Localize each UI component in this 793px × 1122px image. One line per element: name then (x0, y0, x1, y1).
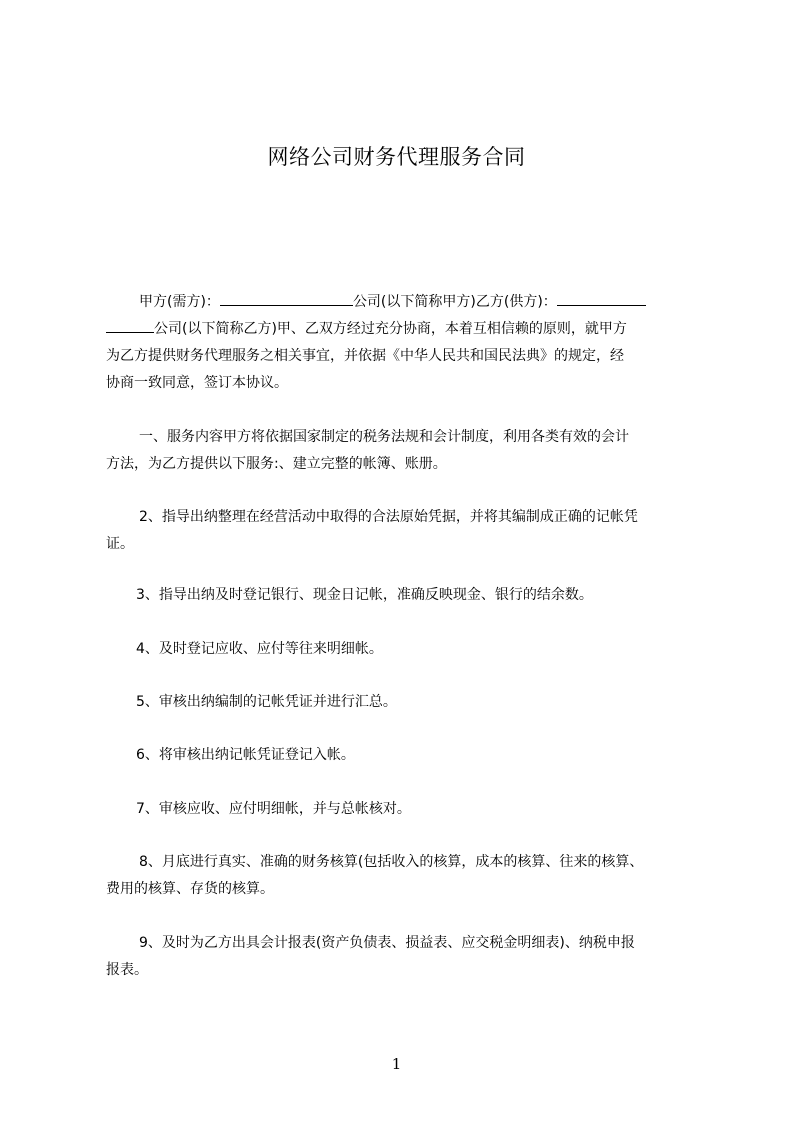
section-1-line-1: 一、服务内容甲方将依据国家制定的税务法规和会计制度，利用各类有效的会计 (139, 429, 629, 445)
item-9-line-2: 报表。 (106, 962, 148, 978)
item-5: 5、审核出纳编制的记帐凭证并进行汇总。 (136, 694, 397, 710)
party-a-suffix: 公司(以下简称甲方)乙方(供方)： (352, 294, 557, 310)
item-2-line-1: 2、指导出纳整理在经营活动中取得的合法原始凭据，并将其编制成正确的记帐凭 (139, 509, 638, 525)
page-number: 1 (391, 1055, 402, 1073)
item-8-line-1: 8、月底进行真实、准确的财务核算(包括收入的核算，成本的核算、往来的核算、 (139, 854, 644, 870)
item-6: 6、将审核出纳记帐凭证登记入帐。 (136, 747, 355, 763)
document-title: 网络公司财务代理服务合同 (267, 145, 526, 169)
preamble-line-4: 协商一致同意，签订本协议。 (106, 375, 288, 391)
item-3: 3、指导出纳及时登记银行、现金日记帐，准确反映现金、银行的结余数。 (136, 587, 593, 603)
preamble-line-2 (106, 318, 627, 339)
party-a-name-blank[interactable] (220, 291, 353, 306)
item-9-line-1: 9、及时为乙方出具会计报表(资产负债表、损益表、应交税金明细表)、纳税申报 (139, 935, 635, 951)
preamble-line-1 (139, 291, 646, 312)
item-8-line-2: 费用的核算、存货的核算。 (106, 881, 274, 897)
party-b-suffix: 公司(以下简称乙方)甲、乙双方经过充分协商，本着互相信赖的原则，就甲方 (154, 321, 627, 337)
party-a-label: 甲方(需方)： (139, 294, 220, 310)
section-1-line-2: 方法，为乙方提供以下服务:、建立完整的帐簿、账册。 (106, 456, 447, 472)
item-2-line-2: 证。 (106, 536, 134, 552)
party-b-name-blank-1[interactable] (557, 291, 646, 306)
item-7: 7、审核应收、应付明细帐，并与总帐核对。 (136, 801, 411, 817)
item-4: 4、及时登记应收、应付等往来明细帐。 (136, 641, 383, 657)
party-b-name-blank-2[interactable] (106, 318, 154, 333)
preamble-line-3: 为乙方提供财务代理服务之相关事宜，并依据《中华人民共和国民法典》的规定，经 (106, 348, 624, 364)
